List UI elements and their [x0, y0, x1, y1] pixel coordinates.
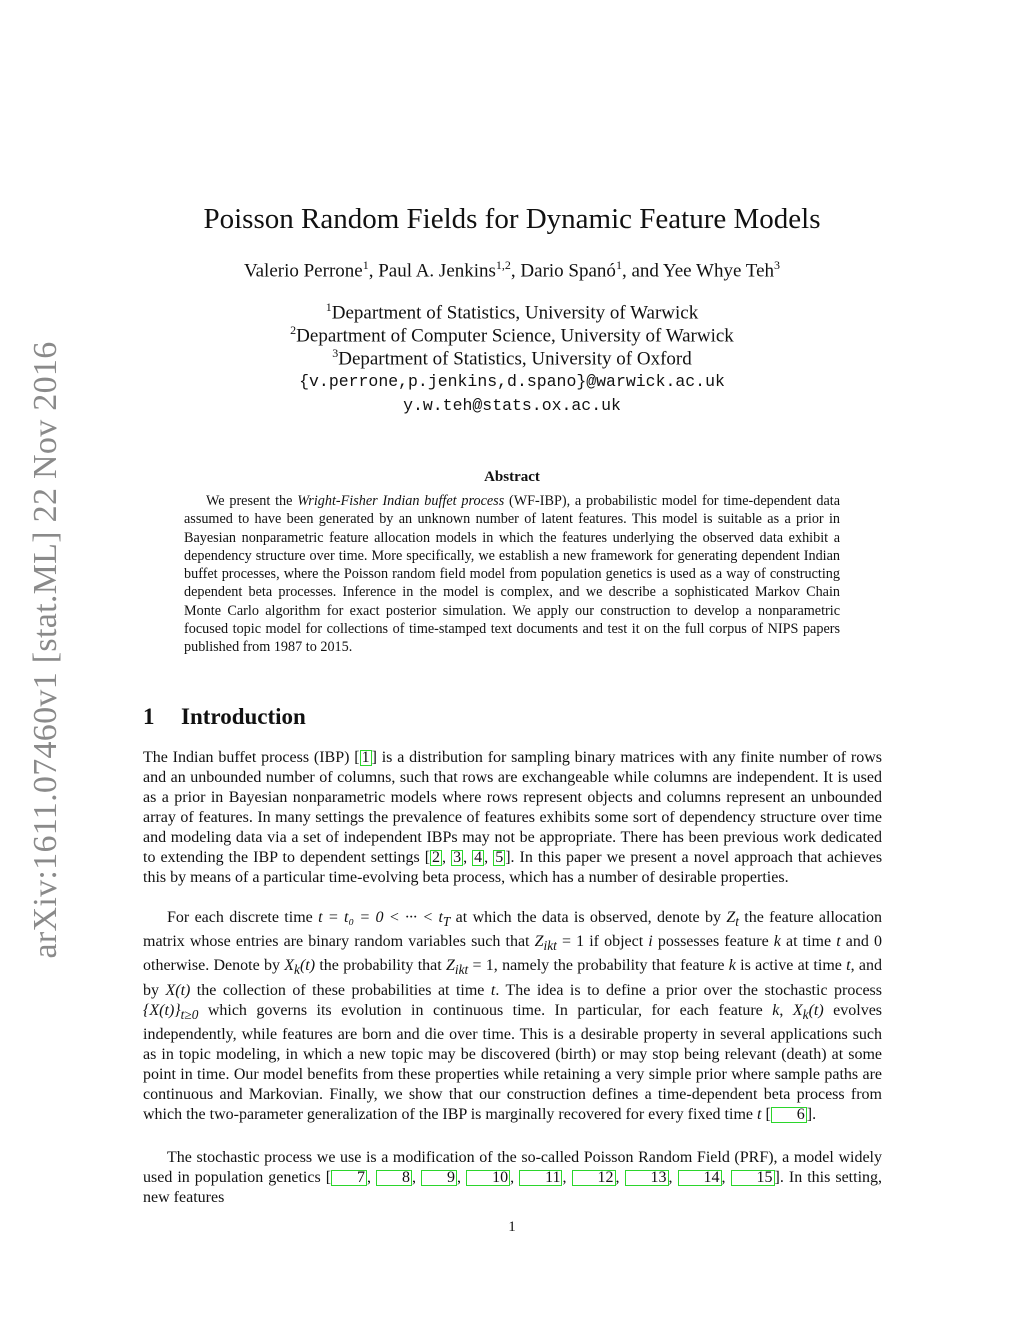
author: Yee Whye Teh [662, 260, 774, 282]
affiliation: $^2$Department of Computer Science, University of Warwick [290, 323, 734, 347]
citation-link[interactable]: 1 [361, 749, 370, 766]
citation-link[interactable]: 14 [678, 1170, 722, 1186]
section-heading: 1 Introduction [143, 704, 306, 729]
citation-link[interactable]: 7 [331, 1170, 367, 1186]
email: y.w.teh@stats.ox.ac.uk [403, 396, 621, 415]
author: Valerio Perrone [244, 260, 363, 282]
arxiv-stamp: arXiv:1611.07460v1 [stat.ML] 22 Nov 2016 [27, 341, 64, 959]
email: {v.perrone,p.jenkins,d.spano}@warwick.ac.uk [299, 372, 725, 391]
citation-link[interactable]: 11 [519, 1170, 562, 1186]
affiliation: $^3$Department of Statistics, University of Oxford [332, 346, 692, 370]
citation-link[interactable]: 12 [572, 1170, 616, 1186]
citation-link[interactable]: 3 [453, 849, 462, 866]
citation-link[interactable]: 2 [432, 849, 441, 866]
citation-link[interactable]: 13 [625, 1170, 669, 1186]
intro-paragraph-2: For each discrete time t = t₀ = 0 < ··· < $t_T$ at which the data is observed, denote by $Z_t$ the feature allocation matrix whose entries are binary random variables such that $Z_{ikt} = 1$ if object i possesses feature k at time t and 0 otherwise. Denote by $X_k(t)$ the probability that $Z_{ikt} = 1$, namely the probability that feature k is active at time t, and by X(t) the collection of these probabilities at time t. The idea is to define a prior over the stochastic process $\{X(t)\}_{t\ge 0}$ which governs its evolution in continuous time. In particular, for each feature k, $X_k(t)$ evolves independently, while features are born and die over time. This is a desirable property in several applications such as in topic modeling, in which a new topic may be discovered (birth) or may stop being relevant (death) at some point in time. Our model benefits from these properties while retaining a very simple prior where sample paths are continuous and Markovian. Finally, we show that our construction defines a time-dependent beta process from which the two-parameter generalization of the IBP is marginally recovered for every fixed time t [ 6 ]. [143, 909, 883, 1123]
intro-paragraph-1: The Indian buffet process (IBP) [ 1 ] is a distribution for sampling binary matrices with any finite number of rows and an unbounded number of columns, such that rows are exchangeable while columns are independent. It is used as a prior in Bayesian nonparametric models where rows represent objects and columns represent an unbounded array of features. In many settings the prevalence of features exhibits some sort of dependency structure over time and modeling data via a set of independent IBPs may not be appropriate. There has been previous work dedicated to extending the IBP to dependent settings [ 2 , 3 , 4 , 5 ]. In this paper we present a novel approach that achieves this by means of a particular time-evolving beta process, which has a number of desirable properties. [143, 749, 883, 886]
citation-link[interactable]: 6 [771, 1107, 807, 1123]
abstract-text: We present the Wright-Fisher Indian buffet process (WF-IBP), a probabilistic model for time-dependent data assumed to have been generated by an unknown number of latent features. This model is suitable as a prior in Bayesian nonparametric feature allocation models in which the features underlying the observed data exhibit a dependency structure over time. More specifically, we establish a new framework for generating dependent Indian buffet processes, where the Poisson random field model from population genetics is used as a way of constructing dependent beta processes. Inference in the model is complex, and we describe a sophisticated Markov Chain Monte Carlo algorithm for exact posterior simulation. We apply our construction to develop a nonparametric focused topic model for collections of time-stamped text documents and test it on the full corpus of NIPS papers published from 1987 to 2015. [184, 493, 841, 656]
citation-link[interactable]: 8 [376, 1170, 412, 1186]
citation-link[interactable]: 10 [466, 1170, 510, 1186]
author-list: Valerio Perrone$^1$, Paul A. Jenkins$^{1,2}$, Dario Spanó$^1$, and Yee Whye Teh$^3$ [244, 258, 780, 282]
citation-link[interactable]: 15 [731, 1170, 775, 1186]
paper-title: Poisson Random Fields for Dynamic Feature Models [203, 203, 821, 235]
intro-paragraph-3: The stochastic process we use is a modification of the so-called Poisson Random Field (PRF), a model widely used in population genetics [ 7 , 8 , 9 , 10 , 11 , 12 , 13 , 14 , 15 ]. In this setting, new features [143, 1149, 883, 1206]
author: Dario Spanó [520, 260, 616, 282]
abstract-heading: Abstract [484, 469, 540, 485]
citation-link[interactable]: 5 [495, 849, 504, 866]
page-number: 1 [508, 1219, 516, 1235]
affiliation: $^1$Department of Statistics, University of Warwick [325, 300, 699, 324]
author: Paul A. Jenkins [378, 260, 496, 282]
citation-link[interactable]: 9 [421, 1170, 457, 1186]
citation-link[interactable]: 4 [474, 849, 483, 866]
